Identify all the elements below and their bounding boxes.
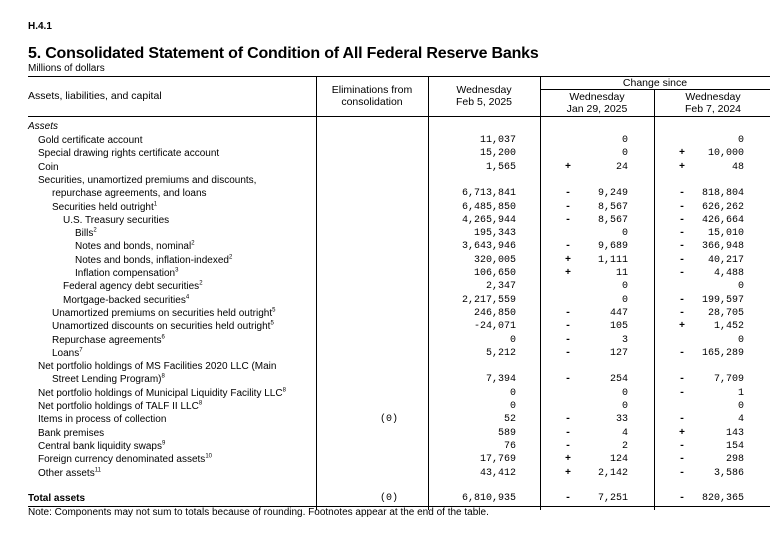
- change2-cell: 7,709: [713, 374, 744, 386]
- value-cell: 2,347: [485, 281, 516, 293]
- change1-cell: 8,567: [597, 214, 628, 226]
- value-cell: 5,212: [485, 347, 516, 359]
- value-cell: 2,217,559: [461, 294, 516, 306]
- table-row: [0, 267, 782, 280]
- change1-cell: 2: [621, 440, 628, 452]
- change2-sign: -: [678, 188, 685, 200]
- table-row: [0, 373, 782, 386]
- row-label: [52, 334, 165, 347]
- footnote-note: Note: Components may not sum to totals because of rounding. Footnotes appear at the end of the table.: [28, 507, 489, 518]
- change1-cell: 8,567: [597, 201, 628, 213]
- row-label-text: Bills: [75, 228, 94, 240]
- change1-sign: +: [564, 268, 571, 279]
- row-label-text: Bank premises: [38, 427, 105, 439]
- change2-sign: -: [678, 387, 685, 399]
- row-label-text: Coin: [38, 161, 59, 173]
- row-label-text: Net portfolio holdings of MS Facilities 2020 LLC (Main: [38, 361, 277, 373]
- change1-cell: 9,689: [597, 241, 628, 253]
- change2-cell: 48: [731, 161, 744, 173]
- row-label: [38, 147, 219, 160]
- header-feb7-line1: Wednesday: [685, 91, 741, 103]
- row-label-text: Notes and bonds, inflation-indexed: [75, 254, 229, 266]
- footnote-marker: 4: [185, 294, 190, 301]
- table-row: [0, 467, 782, 480]
- total-change1-sign: -: [564, 493, 571, 504]
- change2-cell: 0: [737, 401, 744, 412]
- change2-cell: 4: [737, 414, 744, 426]
- header-wednesday-line1: Wednesday: [456, 84, 512, 96]
- change2-cell: 1,452: [713, 321, 744, 333]
- section-row: [0, 120, 782, 133]
- footnote-marker: 5: [272, 307, 276, 314]
- change2-sign: -: [678, 254, 685, 266]
- change2-cell: 4,488: [713, 268, 744, 279]
- change1-cell: 4: [621, 427, 628, 439]
- table-row: [0, 334, 782, 347]
- change1-cell: 2,142: [597, 467, 628, 479]
- change1-sign: +: [564, 161, 571, 173]
- change1-cell: 0: [621, 281, 628, 293]
- row-label: [75, 227, 97, 240]
- table-row: [0, 174, 782, 187]
- row-label: [38, 427, 104, 440]
- value-cell: 320,005: [473, 254, 516, 266]
- change2-sign: -: [678, 467, 685, 479]
- header-jan29-line1: Wednesday: [569, 91, 625, 103]
- change-since-rule: [540, 89, 770, 90]
- change1-sign: -: [564, 188, 571, 200]
- header-assets: Assets, liabilities, and capital: [28, 90, 162, 102]
- value-cell: 246,850: [473, 307, 516, 319]
- row-label: [38, 413, 166, 426]
- table-row: [0, 400, 782, 413]
- header-feb7: [656, 91, 770, 115]
- row-label: [75, 240, 195, 253]
- change2-cell: 0: [737, 281, 744, 293]
- footnote-marker: 2: [229, 254, 233, 261]
- units-subtitle: Millions of dollars: [28, 63, 105, 74]
- change1-cell: 0: [621, 135, 628, 146]
- change1-sign: +: [564, 254, 571, 266]
- table-row: [0, 201, 782, 214]
- footnote-marker: 7: [79, 347, 83, 354]
- value-cell: 76: [503, 440, 516, 452]
- table-row: [0, 161, 782, 174]
- row-label-text: Foreign currency denominated assets: [38, 454, 206, 466]
- change2-sign: +: [678, 321, 685, 333]
- change1-sign: -: [564, 334, 571, 346]
- table-row: [0, 294, 782, 307]
- table-row: [0, 320, 782, 333]
- change1-cell: 11: [615, 268, 628, 279]
- value-cell: 11,037: [479, 135, 516, 146]
- row-label: [52, 187, 207, 200]
- value-cell: 0: [509, 334, 516, 346]
- table-row: [0, 427, 782, 440]
- total-eliminations: (0): [379, 493, 398, 504]
- row-label: [52, 201, 157, 214]
- row-label: [38, 467, 101, 480]
- change2-cell: 626,262: [701, 201, 744, 213]
- row-label-text: Gold certificate account: [38, 135, 143, 146]
- row-label: [75, 267, 178, 280]
- change1-cell: 254: [609, 374, 628, 386]
- footnote-marker: 10: [205, 453, 212, 460]
- total-row: [0, 492, 782, 505]
- value-cell: 0: [509, 387, 516, 399]
- change1-sign: -: [564, 201, 571, 213]
- change1-cell: 3: [621, 334, 628, 346]
- table-row: [0, 187, 782, 200]
- table-row: [0, 307, 782, 320]
- table-row: [0, 254, 782, 267]
- row-label: [38, 387, 286, 400]
- change2-cell: 40,217: [707, 254, 744, 266]
- total-value: 6,810,935: [461, 493, 516, 504]
- change2-cell: 143: [725, 427, 744, 439]
- change2-cell: 199,597: [701, 294, 744, 306]
- section-assets-label: Assets: [28, 121, 59, 132]
- value-cell: 3,643,946: [461, 241, 516, 253]
- row-label: [38, 400, 202, 413]
- row-label-text: Net portfolio holdings of Municipal Liquidity Facility LLC: [38, 387, 283, 399]
- change2-sign: -: [678, 374, 685, 386]
- change1-sign: -: [564, 414, 571, 426]
- row-label-text: Federal agency debt securities: [63, 281, 200, 293]
- footnote-marker: 2: [191, 241, 195, 248]
- footnote-marker: 9: [161, 440, 166, 447]
- footnote-marker: 11: [94, 467, 101, 474]
- change2-cell: 0: [737, 135, 744, 146]
- footnote-marker: 2: [93, 227, 97, 234]
- table-row: [0, 360, 782, 373]
- change1-sign: +: [564, 454, 571, 466]
- row-label-text: Securities, unamortized premiums and discounts,: [38, 174, 257, 186]
- row-label-text: Central bank liquidity swaps: [38, 440, 162, 452]
- value-cell: 195,343: [473, 228, 516, 240]
- change2-cell: 426,664: [701, 214, 744, 226]
- change2-sign: -: [678, 307, 685, 319]
- total-change1: 7,251: [597, 493, 628, 504]
- row-label: [52, 373, 165, 386]
- row-label-text: Loans: [52, 347, 80, 359]
- table-row: [0, 227, 782, 240]
- row-label-text: Inflation compensation: [75, 268, 176, 279]
- change1-cell: 0: [621, 294, 628, 306]
- total-label: Total assets: [28, 493, 86, 504]
- row-label: [52, 320, 274, 333]
- row-label-text: repurchase agreements, and loans: [52, 188, 207, 200]
- footnote-marker: 5: [270, 320, 274, 327]
- change2-cell: 154: [725, 440, 744, 452]
- change2-sign: -: [678, 214, 685, 226]
- change1-sign: -: [564, 307, 571, 319]
- row-label-text: Unamortized discounts on securities held outright: [52, 321, 271, 333]
- footnote-marker: 6: [161, 334, 165, 341]
- row-label: [52, 307, 275, 320]
- change2-sign: -: [678, 294, 685, 306]
- change2-sign: +: [678, 427, 685, 439]
- change2-sign: -: [678, 414, 685, 426]
- change1-sign: -: [564, 214, 571, 226]
- change2-cell: 818,804: [701, 188, 744, 200]
- row-label-text: Items in process of collection: [38, 414, 167, 426]
- report-code: H.4.1: [28, 21, 52, 32]
- row-label: [38, 360, 276, 373]
- table-row: [0, 413, 782, 426]
- change1-cell: 447: [609, 307, 628, 319]
- row-label: [38, 440, 165, 453]
- footnote-marker: 8: [282, 387, 286, 394]
- change1-sign: -: [564, 347, 571, 359]
- change2-cell: 10,000: [707, 148, 744, 160]
- change1-cell: 0: [621, 401, 628, 412]
- row-label: [63, 280, 203, 293]
- row-label: [63, 294, 189, 307]
- change2-sign: -: [678, 454, 685, 466]
- total-change2-sign: -: [678, 493, 685, 504]
- row-label: [63, 214, 169, 227]
- change1-cell: 1,111: [597, 254, 628, 266]
- table-row: [0, 240, 782, 253]
- header-change-since: Change since: [622, 77, 688, 89]
- value-cell: 43,412: [479, 467, 516, 479]
- change1-sign: -: [564, 374, 571, 386]
- footnote-marker: 1: [153, 201, 158, 208]
- change2-sign: -: [678, 268, 685, 279]
- change2-cell: 28,705: [707, 307, 744, 319]
- table-row: [0, 440, 782, 453]
- row-label-text: Other assets: [38, 467, 95, 479]
- table-row: [0, 280, 782, 293]
- eliminations-cell: (0): [379, 414, 398, 426]
- table-row: [0, 453, 782, 466]
- change2-cell: 3,586: [713, 467, 744, 479]
- change2-cell: 298: [725, 454, 744, 466]
- row-label-text: Notes and bonds, nominal: [75, 241, 192, 253]
- row-label-text: Street Lending Program): [52, 374, 162, 386]
- value-cell: 0: [509, 401, 516, 412]
- row-label-text: Securities held outright: [52, 201, 154, 213]
- footnote-marker: 2: [199, 280, 203, 287]
- row-label: [75, 254, 232, 267]
- row-label-text: Repurchase agreements: [52, 334, 162, 346]
- change1-sign: -: [564, 440, 571, 452]
- change1-cell: 105: [609, 321, 628, 333]
- value-cell: 589: [497, 427, 516, 439]
- change2-cell: 0: [737, 334, 744, 346]
- value-cell: 7,394: [485, 374, 516, 386]
- change1-sign: -: [564, 427, 571, 439]
- table-row: [0, 147, 782, 160]
- total-change2: 820,365: [701, 493, 744, 504]
- table-row: [0, 214, 782, 227]
- change1-cell: 0: [621, 387, 628, 399]
- row-label-text: Mortgage-backed securities: [63, 294, 186, 306]
- value-cell: 106,650: [473, 268, 516, 279]
- value-cell: 4,265,944: [461, 214, 516, 226]
- change2-cell: 1: [737, 387, 744, 399]
- header-bottom-rule: [28, 116, 770, 117]
- change1-sign: +: [564, 467, 571, 479]
- header-wednesday-line2: Feb 5, 2025: [455, 96, 513, 108]
- row-label: [38, 453, 212, 466]
- change2-sign: +: [678, 161, 685, 173]
- change2-sign: -: [678, 201, 685, 213]
- change1-sign: -: [564, 321, 571, 333]
- header-wednesday: [430, 84, 538, 108]
- header-eliminations-line1: Eliminations from: [331, 84, 413, 96]
- change1-cell: 0: [621, 228, 628, 240]
- change1-cell: 33: [615, 414, 628, 426]
- change2-cell: 165,289: [701, 347, 744, 359]
- header-jan29: [542, 91, 652, 115]
- header-eliminations: [318, 84, 426, 108]
- row-label-text: Special drawing rights certificate account: [38, 148, 220, 160]
- row-label-text: Unamortized premiums on securities held outright: [52, 307, 273, 319]
- change1-sign: -: [564, 241, 571, 253]
- row-label-text: Net portfolio holdings of TALF II LLC: [38, 401, 199, 412]
- table-row: [0, 387, 782, 400]
- header-eliminations-line2: consolidation: [341, 96, 403, 108]
- header-feb7-line2: Feb 7, 2024: [684, 103, 742, 115]
- change1-cell: 0: [621, 148, 628, 160]
- change1-cell: 24: [615, 161, 628, 173]
- row-label: [38, 134, 143, 147]
- table-row: [0, 134, 782, 147]
- change2-sign: -: [678, 347, 685, 359]
- change2-cell: 366,948: [701, 241, 744, 253]
- change2-cell: 15,010: [707, 228, 744, 240]
- value-cell: 52: [503, 414, 516, 426]
- header-jan29-line2: Jan 29, 2025: [566, 103, 628, 115]
- change1-cell: 127: [609, 347, 628, 359]
- value-cell: 15,200: [479, 148, 516, 160]
- change1-cell: 124: [609, 454, 628, 466]
- row-label: [38, 161, 59, 174]
- row-label-text: U.S. Treasury securities: [63, 214, 170, 226]
- value-cell: 17,769: [479, 454, 516, 466]
- table-row: [0, 347, 782, 360]
- footnote-marker: 8: [161, 374, 165, 381]
- footnote-marker: 3: [175, 267, 179, 274]
- change1-cell: 9,249: [597, 188, 628, 200]
- change2-sign: -: [678, 440, 685, 452]
- row-label: [38, 174, 256, 187]
- value-cell: 6,485,850: [461, 201, 516, 213]
- value-cell: 6,713,841: [461, 188, 516, 200]
- page-title: 5. Consolidated Statement of Condition of All Federal Reserve Banks: [28, 45, 539, 62]
- change2-sign: -: [678, 241, 685, 253]
- row-label: [52, 347, 83, 360]
- footnote-marker: 8: [198, 400, 203, 407]
- change2-sign: +: [678, 148, 685, 160]
- value-cell: -24,071: [473, 321, 516, 333]
- change2-sign: -: [678, 228, 685, 240]
- value-cell: 1,565: [485, 161, 516, 173]
